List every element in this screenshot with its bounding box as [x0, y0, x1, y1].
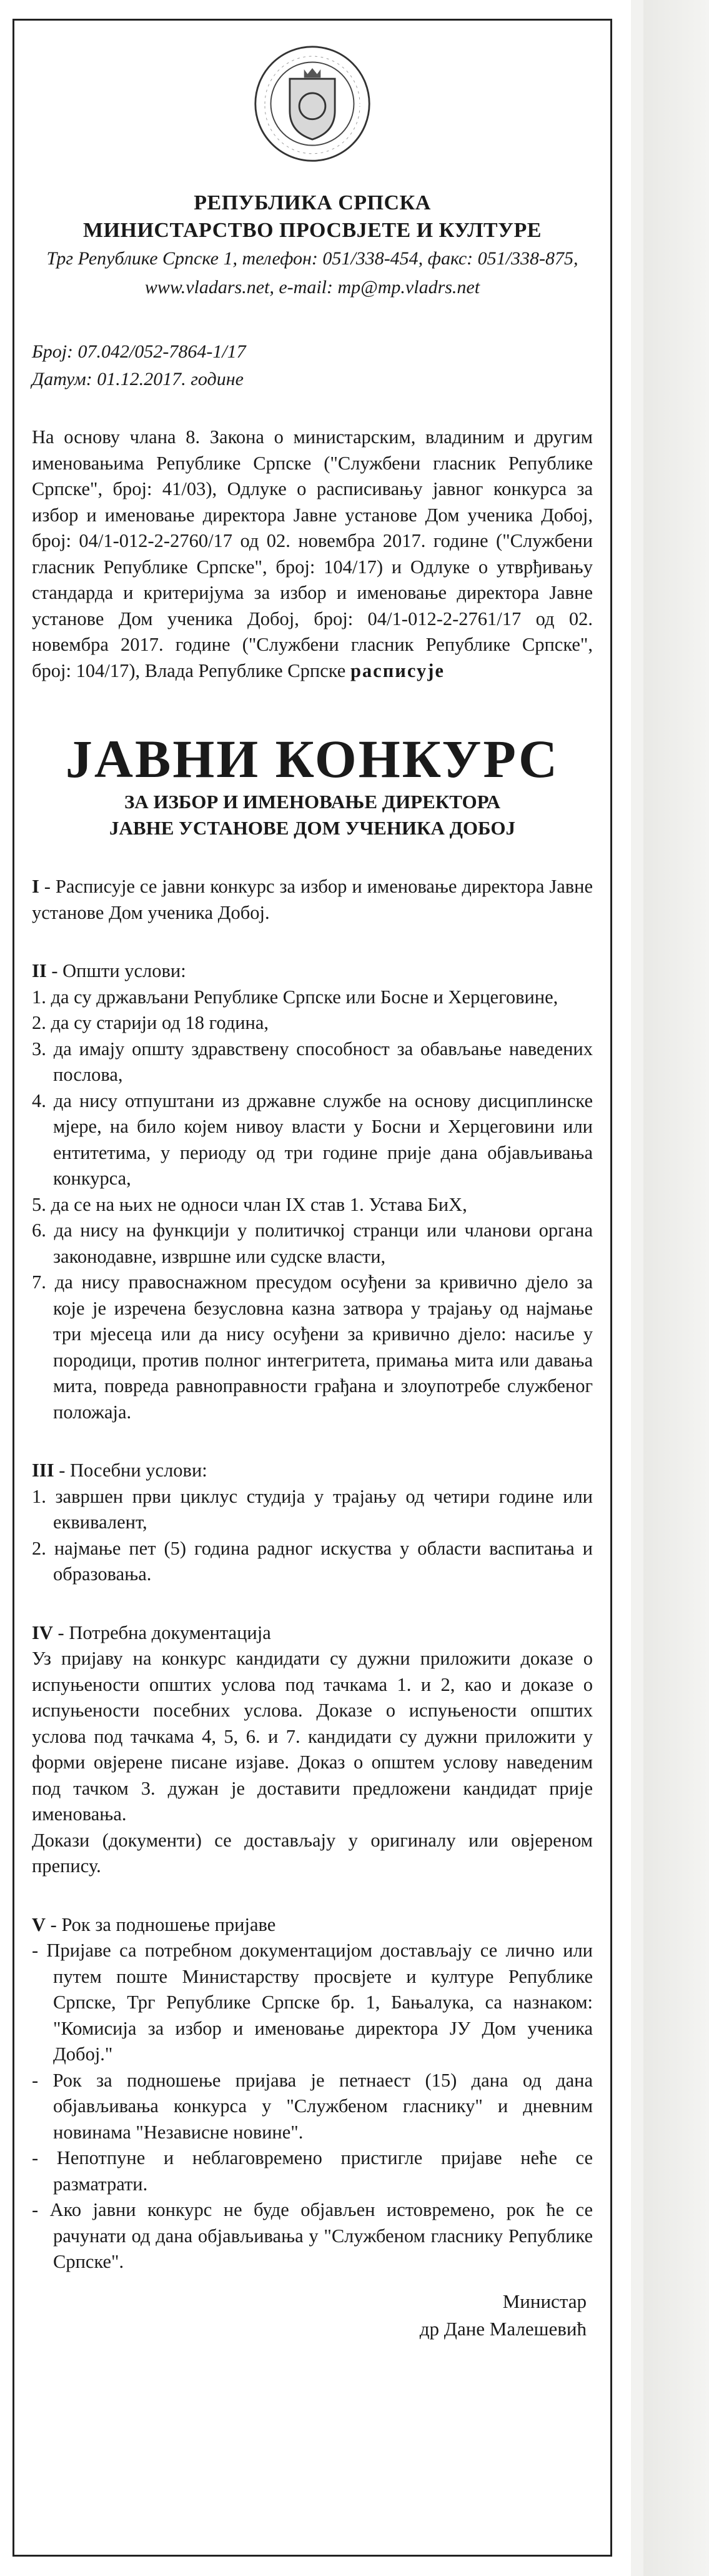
- list-item: 2. да су старији од 18 година,: [32, 1012, 269, 1033]
- list-item: 6. да нису на функцији у политичкој странци или чланови органа законодавне, извршне или судске власти,: [32, 1220, 593, 1267]
- title-main: ЈАВНИ КОНКУРС: [65, 729, 560, 789]
- section-3-number: III: [32, 1460, 54, 1481]
- special-conditions-list: [32, 1484, 593, 1588]
- section-4-documentation: [32, 1620, 593, 1880]
- list-item: - Непотпуне и неблаговремено пристигле пријаве неће се разматрати.: [32, 2147, 593, 2195]
- section-2-heading: - Општи услови:: [46, 960, 186, 981]
- adjacent-page-edge: [643, 0, 709, 2576]
- title-sub-2: ЈАВНЕ УСТАНОВЕ ДОМ УЧЕНИКА ДОБОЈ: [109, 817, 515, 839]
- republic-name: РЕПУБЛИКА СРПСКА: [194, 191, 431, 214]
- title-sub-1: ЗА ИЗБОР И ИМЕНОВАЊЕ ДИРЕКТОРА: [124, 791, 501, 813]
- ministry-name: МИНИСТАРСТВО ПРОСВЈЕТЕ И КУЛТУРЕ: [82, 219, 542, 242]
- intro-text: На основу члана 8. Закона о министарским, владиним и другим именовањима Републике Српске ("Службени гласник Републике Српске", број: 41/03), Одлуке о расписивању јавног конкурса за избор и именовање директора Јавне установе Дом ученика Добој, број: 04/1-012-2-2760/17 од 02. новембра 2017. године ("Службени гласник Републике Српске", број: 104/17) и Одлуке о утврђивању стандарда и критеријума за избор и именовање директора Јавне установе Дом ученика Добој, број: 04/1-012-2-2761/17 од 02. новембра 2017. године ("Службени гласник Републике Српске", број: 104/17), Влада Републике Српске: [32, 426, 593, 681]
- section-1: [32, 874, 593, 926]
- section-2-general-conditions: [32, 958, 593, 1425]
- section-4-heading: - Потребна документација: [52, 1621, 271, 1643]
- section-3-heading: - Посебни услови:: [54, 1460, 207, 1481]
- ministry-address: Трг Републике Српске 1, телефон: 051/338-454, факс: 051/338-875, www.vladars.net, e-mail: mp@mp.vladrs.net: [46, 248, 578, 298]
- general-conditions-list: [32, 985, 593, 1426]
- announcement-frame: [12, 19, 612, 2557]
- coat-of-arms-seal-icon: [253, 44, 372, 163]
- list-item: 5. да се на њих не односи члан IX став 1. Устава БиХ,: [32, 1193, 467, 1215]
- document-date: Датум: 01.12.2017. године: [32, 369, 244, 389]
- list-item: 7. да нису правоснажном пресудом осуђени за кривично дјело за које је изречена безусловна казна затвора у трајању од најмање три мјесеца или да нису осуђени за кривично дјело: насиље у породици, против полног интегритета, примања мита или давања мита, повреда равноправности грађана и злоупотребе службеног положаја.: [32, 1271, 593, 1423]
- intro-keyword: расписује: [350, 659, 445, 681]
- section-1-text: - Расписује се јавни конкурс за избор и именовање директора Јавне установе Дом ученика Добој.: [32, 876, 593, 923]
- list-item: 1. завршен први циклус студија у трајању од четири године или еквивалент,: [32, 1485, 593, 1533]
- signatory-role: Министар: [502, 2290, 587, 2312]
- list-item: 3. да имају општу здравствену способност за обављање наведених послова,: [32, 1038, 593, 1085]
- list-item: - Рок за подношење пријава је петнаест (15) дана од дана објављивања конкурса у "Службеном гласнику" и дневним новинама "Независне новине".: [32, 2069, 593, 2143]
- documentation-paragraph-1: Уз пријаву на конкурс кандидати су дужни приложити доказе о испуњености општих услова под тачкама 1. и 2, као и доказе о испуњености посебних услова. Доказе о испуњености општих услова под тачкама 4, 5, 6. и 7. кандидати су дужни приложити у форми овјерене писане изјаве. Доказ о општем услову наведеним под тачком 3. дужан је доставити предложени кандидат прије именовања.: [32, 1648, 593, 1825]
- section-1-number: I: [32, 876, 39, 897]
- list-item: 2. најмање пет (5) година радног искуства у области васпитања и образовања.: [32, 1537, 593, 1585]
- intro-paragraph: [32, 424, 593, 684]
- signature-block: [32, 2288, 593, 2343]
- section-3-special-conditions: [32, 1458, 593, 1588]
- signatory-name: др Дане Малешевић: [419, 2317, 587, 2340]
- section-5-deadline: [32, 1912, 593, 2275]
- section-4-number: IV: [32, 1621, 53, 1643]
- ministry-header: [32, 189, 593, 302]
- list-item: - Пријаве са потребном документацијом достављају се лично или путем поште Министарству просвјете и културе Републике Српске, Трг Републике Српске бр. 1, Бањалука, са назнаком: "Комисија за избор и именовање директора ЈУ Дом ученика Добој.": [32, 1940, 593, 2065]
- deadline-list: [32, 1938, 593, 2275]
- document-number: Број: 07.042/052-7864-1/17: [32, 341, 246, 362]
- section-2-number: II: [32, 960, 47, 981]
- competition-title: [32, 729, 593, 841]
- list-item: 1. да су држављани Републике Српске или Босне и Херцеговине,: [32, 986, 558, 1008]
- document-meta: [32, 338, 593, 393]
- section-5-heading: - Рок за подношење пријаве: [46, 1913, 276, 1935]
- section-5-number: V: [32, 1913, 46, 1935]
- list-item: - Ако јавни конкурс не буде објављен истовремено, рок ће се рачунати од дана објављивања у "Службеном гласнику Републике Српске".: [32, 2199, 593, 2272]
- list-item: 4. да нису отпуштани из државне службе на основу дисциплинске мјере, на било којем нивоу власти у Босни и Херцеговини или ентитетима, у периоду од три године прије дана објављивања конкурса,: [32, 1090, 593, 1189]
- documentation-paragraph-2: Докази (документи) се достављају у оригиналу или овјереном препису.: [32, 1829, 593, 1877]
